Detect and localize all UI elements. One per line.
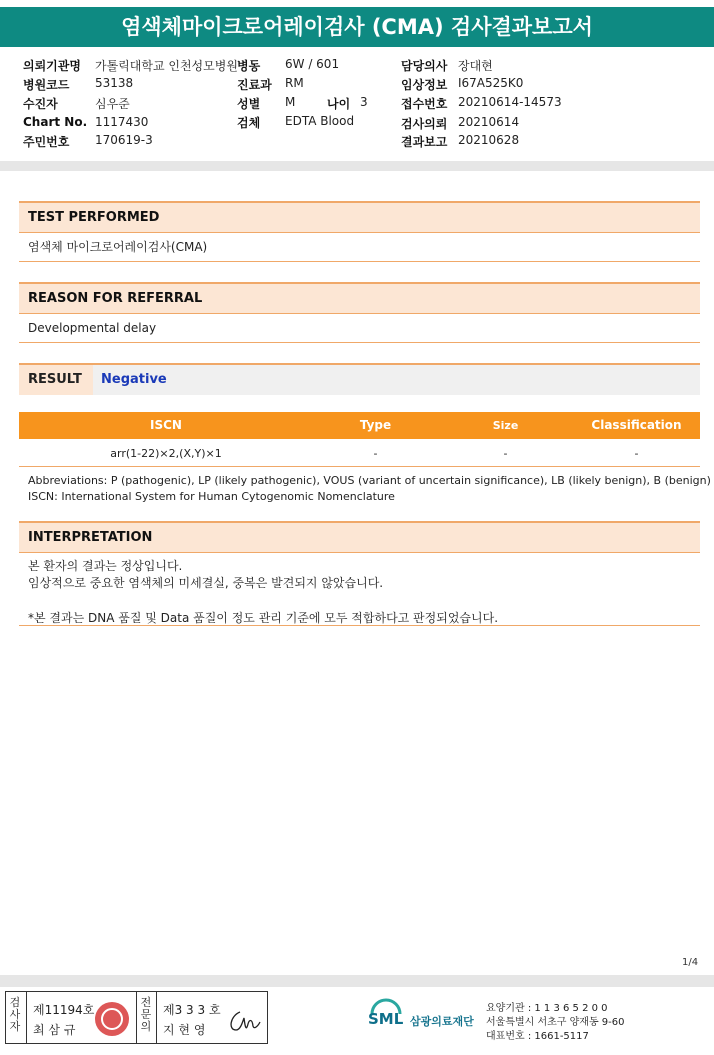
- section-interpretation-title: INTERPRETATION: [19, 521, 700, 553]
- result-label: RESULT: [19, 365, 93, 395]
- result-table-header: [19, 412, 700, 439]
- header-divider: [0, 161, 714, 171]
- inspector-name: 최 삼 규: [33, 1023, 76, 1037]
- hdr-label-resident-no: 주민번호: [23, 135, 70, 149]
- hdr-value-resident-no: 170619-3: [95, 133, 153, 147]
- hdr-label-patient: 수진자: [23, 97, 58, 111]
- interpretation-divider: [19, 625, 700, 626]
- hdr-value-report-date: 20210628: [458, 133, 520, 147]
- section-test-performed-content: 염색체 마이크로어레이검사(CMA): [19, 233, 700, 262]
- hdr-value-patient: 심우준: [95, 97, 130, 111]
- hdr-value-institution: 가톨릭대학교 인천성모병원: [95, 59, 238, 73]
- footer-address: 서울특별시 서초구 양재동 9-60: [486, 1017, 625, 1028]
- section-test-performed-title: TEST PERFORMED: [19, 201, 700, 233]
- hdr-label-age: 나이: [327, 97, 351, 111]
- hdr-value-age: 3: [360, 95, 368, 109]
- th-size: Size: [492, 419, 519, 432]
- hdr-value-request-date: 20210614: [458, 115, 520, 129]
- th-iscn: ISCN: [150, 418, 182, 432]
- report-title: 염색체마이크로어레이검사 (CMA) 검사결과보고서: [0, 7, 714, 47]
- hdr-value-sex: M: [285, 95, 296, 109]
- specialist-name: 지 현 영: [163, 1023, 206, 1037]
- td-type: -: [373, 447, 378, 460]
- hdr-value-receipt-no: 20210614-14573: [458, 95, 562, 109]
- th-classification: Classification: [591, 418, 682, 432]
- hdr-label-chart-no: Chart No.: [23, 115, 88, 129]
- hdr-value-department: RM: [285, 76, 304, 90]
- hdr-label-clinical-info: 임상정보: [401, 78, 448, 92]
- section-reason-title: REASON FOR REFERRAL: [19, 282, 700, 314]
- hdr-label-request-date: 검사의뢰: [401, 117, 448, 131]
- hdr-value-specimen: EDTA Blood: [285, 114, 355, 128]
- specialist-vertical-label: 전 문 의: [140, 996, 152, 1033]
- inspector-license-no: 제11194호: [33, 1003, 95, 1017]
- sml-logo-text: SML: [368, 1010, 404, 1028]
- page-number: 1/4: [682, 957, 699, 968]
- hdr-label-institution: 의뢰기관명: [23, 59, 81, 73]
- hdr-value-ward: 6W / 601: [285, 57, 340, 71]
- th-type: Type: [359, 418, 392, 432]
- hdr-value-chart-no: 1117430: [95, 115, 149, 129]
- inspector-vertical-label: 검 사 자: [9, 996, 21, 1033]
- hdr-label-report-date: 결과보고: [401, 135, 448, 149]
- hdr-label-department: 진료과: [237, 78, 272, 92]
- hdr-value-clinical-info: I67A525K0: [458, 76, 524, 90]
- interpretation-line-2: 임상적으로 중요한 염색체의 미세결실, 중복은 발견되지 않았습니다.: [28, 576, 384, 590]
- hdr-value-hospital-code: 53138: [95, 76, 134, 90]
- hdr-label-receipt-no: 접수번호: [401, 97, 448, 111]
- footer-divider: [0, 975, 714, 987]
- abbreviations-line-2: ISCN: International System for Human Cytogenomic Nomenclature: [28, 490, 395, 503]
- section-reason-content: Developmental delay: [19, 314, 700, 343]
- td-classification: -: [634, 447, 639, 460]
- footer-phone: 대표번호 : 1661-5117: [486, 1031, 589, 1042]
- hdr-label-hospital-code: 병원코드: [23, 78, 70, 92]
- hdr-label-ward: 병동: [237, 59, 261, 73]
- organization-name: 삼광의료재단: [410, 1015, 474, 1028]
- td-size: -: [503, 447, 508, 460]
- official-seal-ring: [101, 1008, 123, 1030]
- result-value: Negative: [101, 372, 167, 387]
- hdr-value-physician: 장대현: [458, 59, 493, 73]
- specialist-license-no: 제3 3 3 호: [163, 1003, 221, 1017]
- signature-box: [5, 991, 268, 1044]
- hdr-label-physician: 담당의사: [401, 59, 448, 73]
- table-row-line: [19, 466, 700, 467]
- interpretation-line-3: *본 결과는 DNA 품질 및 Data 품질이 정도 관리 기준에 모두 적합하다고 판정되었습니다.: [28, 611, 499, 625]
- interpretation-line-1: 본 환자의 결과는 정상입니다.: [28, 559, 183, 573]
- abbreviations-line-1: Abbreviations: P (pathogenic), LP (likely pathogenic), VOUS (variant of uncertain significance), LB (likely benign), B (benign): [28, 474, 711, 487]
- hdr-label-specimen: 검체: [237, 116, 261, 130]
- footer-institution-code: 요양기관 : 1 1 3 6 5 2 0 0: [486, 1003, 608, 1014]
- hdr-label-sex: 성별: [237, 97, 261, 111]
- signature-scribble-icon: [226, 1006, 262, 1036]
- td-iscn: arr(1-22)×2,(X,Y)×1: [110, 447, 222, 460]
